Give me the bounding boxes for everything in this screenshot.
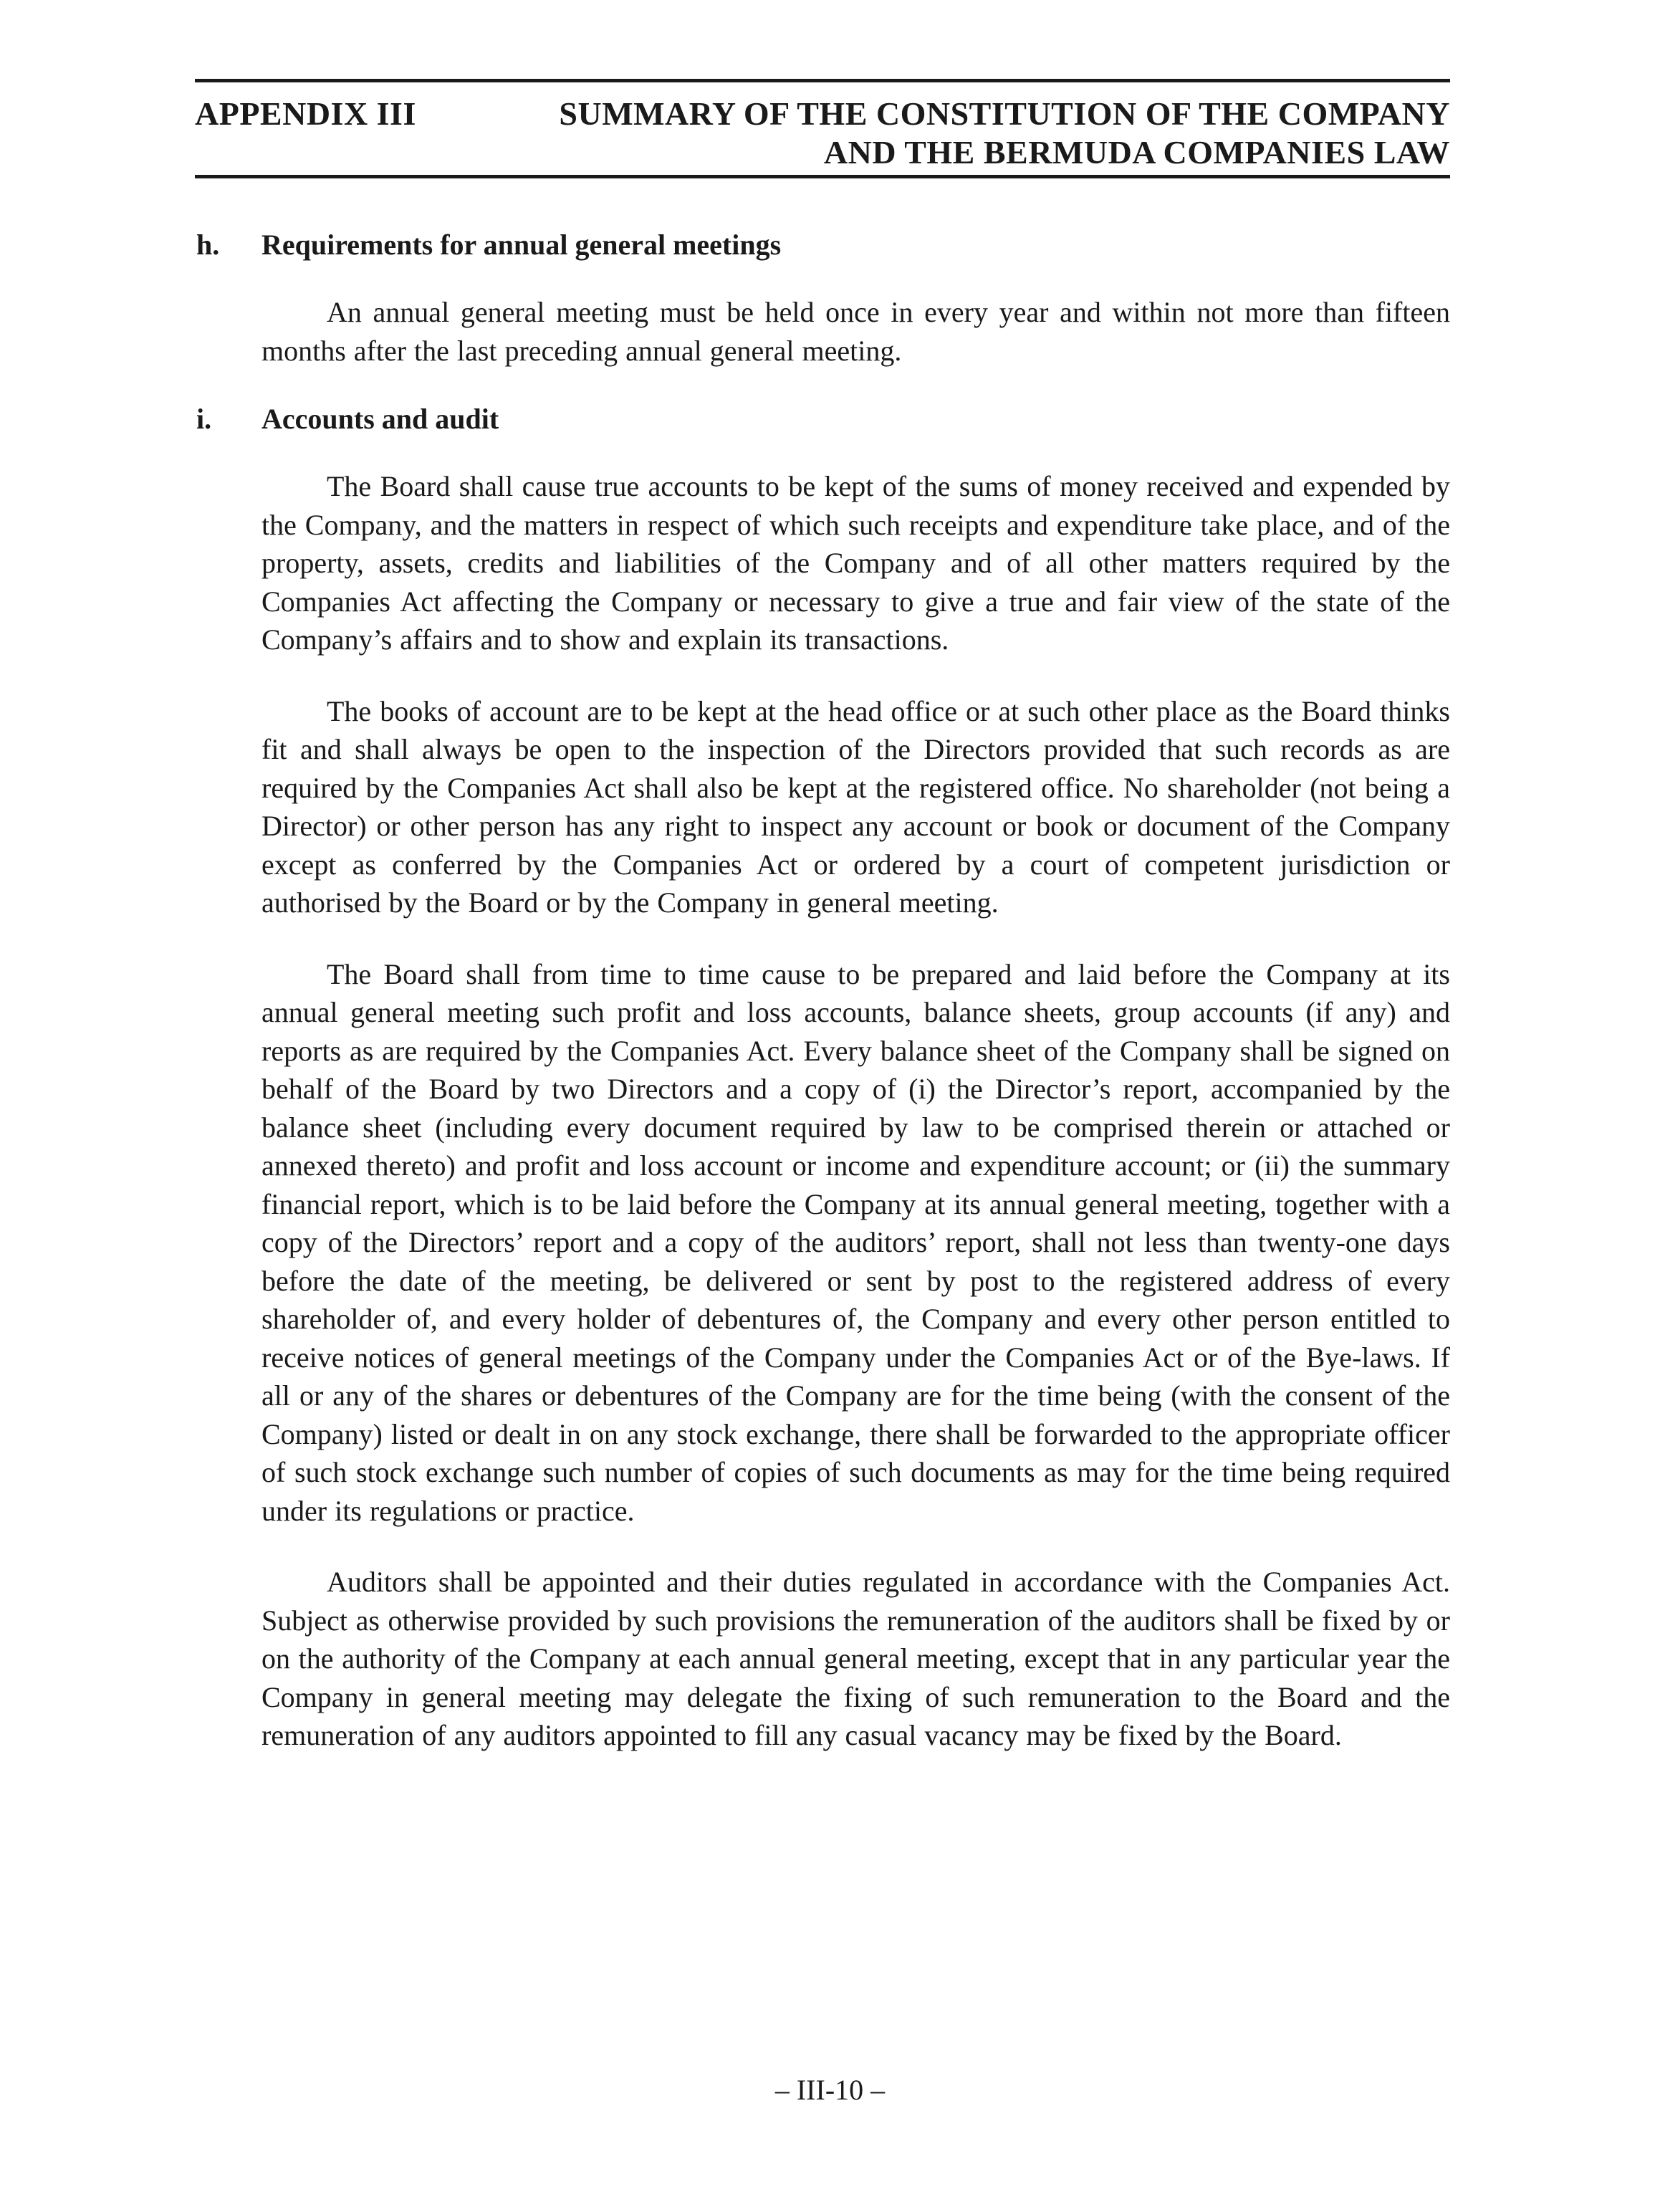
header-bottom-rule: [195, 175, 1450, 178]
paragraph: Auditors shall be appointed and their duties regulated in accordance with the Companies Act. Subject as otherwise provided by such provisions the remuneration of the auditors shall be fixed by or on the authority of the Company at each annual general meeting, except that in any particular year the Company in general meeting may delegate the fixing of such remuneration to the Board and the remuneration of any auditors appointed to fill any casual vacancy may be fixed by the Board.: [262, 1566, 1450, 1751]
header-top-rule: [195, 79, 1450, 82]
section-i: [196, 400, 1450, 1755]
section-heading: [196, 400, 1450, 439]
paragraph: The Board shall cause true accounts to be kept of the sums of money received and expended by the Company, and the matters in respect of which such receipts and expenditure take place, and of the property, assets, credits and liabilities of the Company and of all other matters required by the Companies Act affecting the Company or necessary to give a true and fair view of the state of the Company’s affairs and to show and explain its transactions.: [262, 470, 1450, 656]
paragraph: An annual general meeting must be held once in every year and within not more than fifteen months after the last preceding annual general meeting.: [262, 296, 1450, 367]
document-title: [497, 95, 1450, 172]
appendix-label: APPENDIX III: [195, 95, 416, 132]
section-letter: i.: [196, 403, 212, 435]
document-title-line-2: AND THE BERMUDA COMPANIES LAW: [823, 134, 1450, 171]
page-number: – III-10 –: [774, 2074, 886, 2106]
paragraph: The books of account are to be kept at the head office or at such other place as the Board thinks fit and shall always be open to the inspection of the Directors provided that such records as are required by the Companies Act shall also be kept at the registered office. No shareholder (not being a Director) or other person has any right to inspect any account or book or document of the Company except as conferred by the Companies Act or ordered by a court of competent jurisdiction or authorised by the Board or by the Company in general meeting.: [262, 694, 1450, 919]
section-title: Accounts and audit: [262, 403, 499, 435]
document-title-line-1: SUMMARY OF THE CONSTITUTION OF THE COMPANY: [559, 95, 1450, 132]
document-body: [196, 226, 1450, 1784]
paragraph: The Board shall from time to time cause to be prepared and laid before the Company at its annual general meeting such profit and loss accounts, balance sheets, group accounts (if any) and reports as are required by the Companies Act. Every balance sheet of the Company shall be signed on behalf of the Board by two Directors and a copy of (i) the Director’s report, accompanied by the balance sheet (including every document required by law to be comprised therein or attached or annexed thereto) and profit and loss account or income and expenditure account; or (ii) the summary financial report, which is to be laid before the Company at its annual general meeting, together with a copy of the Directors’ report and a copy of the auditors’ report, shall not less than twenty-one days before the date of the meeting, be delivered or sent by post to the registered address of every shareholder of, and every holder of debentures of, the Company and every other person entitled to receive notices of general meetings of the Company under the Companies Act or of the Bye-laws. If all or any of the shares or debentures of the Company are for the time being (with the consent of the Company) listed or dealt in on any stock exchange, there shall be forwarded to the appropriate officer of such stock exchange such number of copies of such documents as may for the time being required under its regulations or practice.: [262, 957, 1450, 1527]
section-letter: h.: [196, 229, 220, 261]
section-heading: [196, 226, 1450, 264]
section-h: [196, 226, 1450, 370]
section-title: Requirements for annual general meetings: [262, 229, 782, 261]
